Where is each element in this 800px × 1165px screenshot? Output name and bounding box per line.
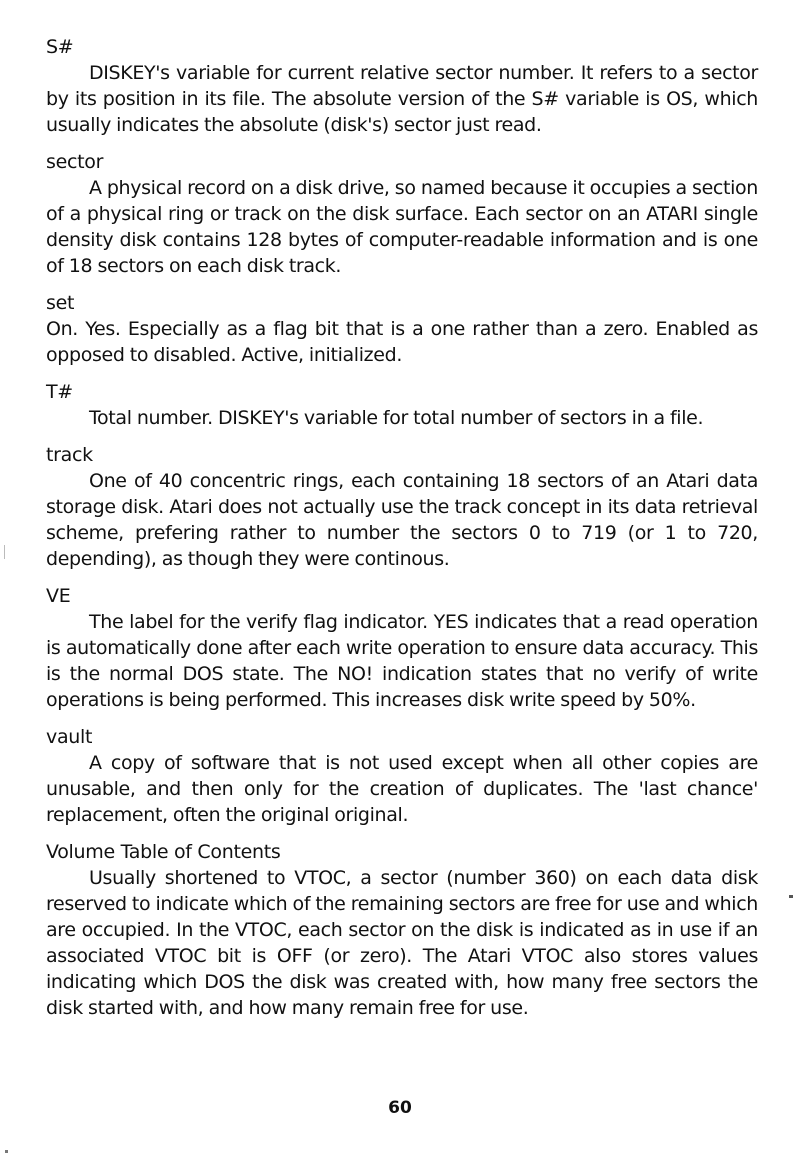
entry-definition: A copy of software that is not used except when all other copies are unusable, and then only for the creation of duplicates. The 'last chance' replacement, often the original original.	[46, 752, 758, 826]
glossary-entry-sector	[46, 149, 758, 279]
page-number: 60	[388, 1098, 412, 1118]
glossary-page	[46, 34, 758, 1032]
glossary-entry-vtoc	[46, 839, 758, 1021]
glossary-entry-vault	[46, 724, 758, 828]
entry-term: vault	[46, 726, 93, 748]
entry-definition: Total number. DISKEY's variable for total number of sectors in a file.	[89, 407, 704, 429]
glossary-entry-set	[46, 290, 758, 368]
entry-definition: Usually shortened to VTOC, a sector (number 360) on each data disk reserved to indicate which of the remaining sectors are free for use and which are occupied. In the VTOC, each sector on the disk is indicated as in use if an associated VTOC bit is OFF (or zero). The Atari VTOC also stores values indicating which DOS the disk was created with, how many free sectors the disk started with, and how many remain free for use.	[46, 867, 758, 1019]
entry-term: S#	[46, 36, 74, 58]
scan-speck	[4, 545, 5, 559]
entry-term: set	[46, 292, 75, 314]
entry-definition: DISKEY's variable for current relative sector number. It refers to a sector by its position in its file. The absolute version of the S# variable is OS, which usually indicates the absolute (disk's) sector just read.	[46, 62, 758, 136]
glossary-entry-s-number	[46, 34, 758, 138]
entry-term: track	[46, 444, 93, 466]
glossary-entry-track	[46, 442, 758, 572]
entry-definition: One of 40 concentric rings, each containing 18 sectors of an Atari data storage disk. Atari does not actually use the track concept in its data retrieval scheme, prefering rather to number the sectors 0 to 719 (or 1 to 720, depending), as though they were continous.	[46, 470, 758, 570]
entry-definition: On. Yes. Especially as a flag bit that is a one rather than a zero. Enabled as opposed to disabled. Active, initialized.	[46, 318, 758, 366]
scan-speck	[789, 895, 793, 898]
entry-definition: A physical record on a disk drive, so named because it occupies a section of a physical ring or track on the disk surface. Each sector on an ATARI single density disk contains 128 bytes of computer-readable information and is one of 18 sectors on each disk track.	[46, 177, 758, 277]
scan-speck	[5, 1150, 8, 1153]
entry-term: Volume Table of Contents	[46, 841, 281, 863]
entry-term: T#	[46, 381, 73, 403]
entry-term: VE	[46, 585, 71, 607]
entry-definition: The label for the verify flag indicator. YES indicates that a read operation is automatically done after each write operation to ensure data accuracy. This is the normal DOS state. The NO! indication states that no verify of write operations is being performed. This increases disk write speed by 50%.	[46, 611, 758, 711]
entry-term: sector	[46, 151, 104, 173]
glossary-entry-ve	[46, 583, 758, 713]
glossary-entry-t-number	[46, 379, 758, 431]
